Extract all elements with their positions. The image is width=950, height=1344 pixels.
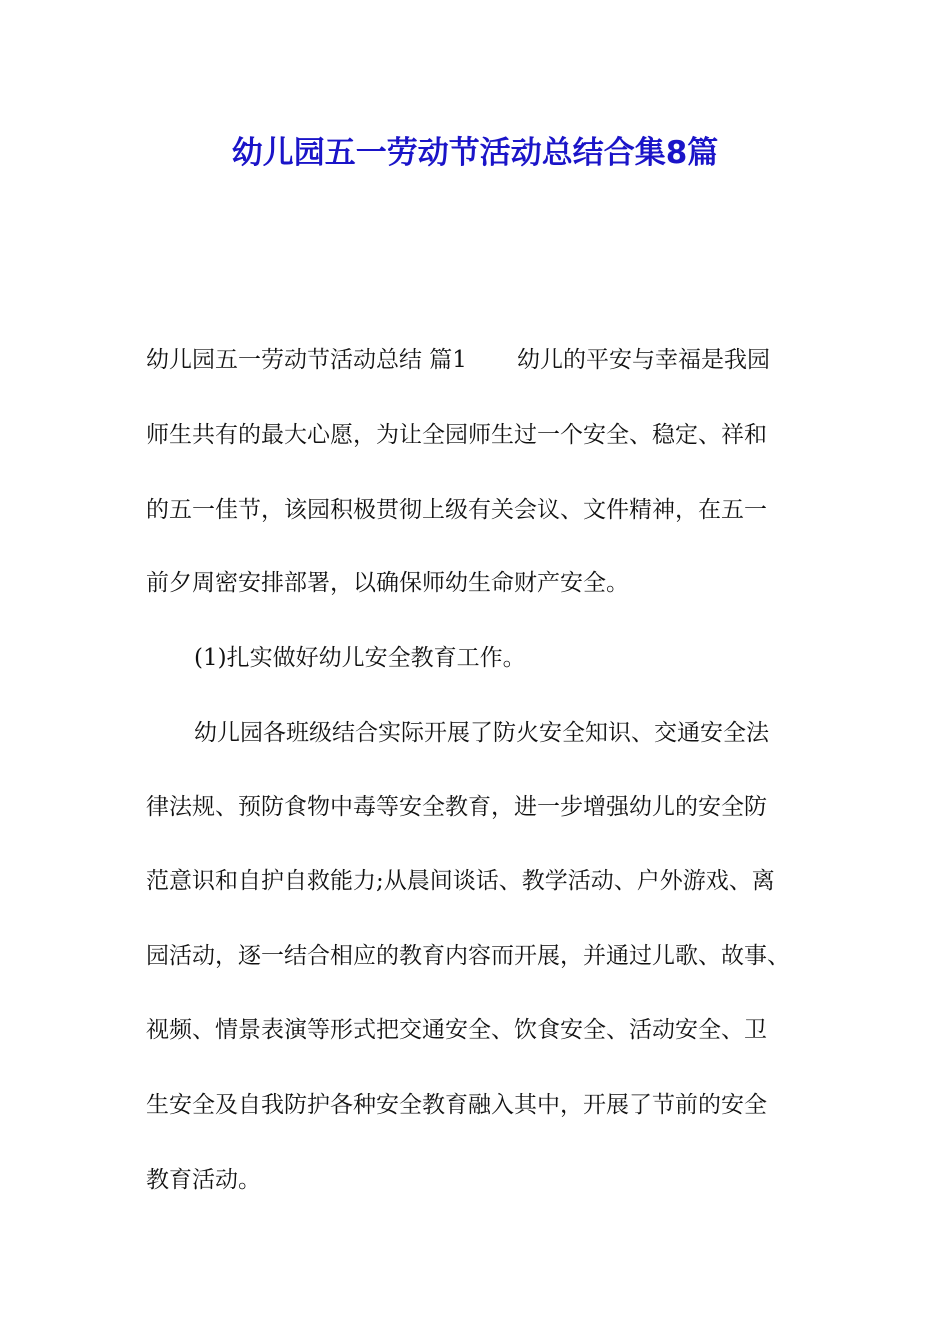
paragraph-line: 范意识和自护自救能力;从晨间谈话、教学活动、户外游戏、离 <box>146 868 775 894</box>
paragraph-line: 园活动，逐一结合相应的教育内容而开展，并通过儿歌、故事、 <box>146 943 790 969</box>
paragraph-line: 生安全及自我防护各种安全教育融入其中，开展了节前的安全 <box>146 1092 767 1118</box>
body-text: 幼儿的平安与幸福是我园 <box>516 347 770 373</box>
paragraph-line: (1)扎实做好幼儿安全教育工作。 <box>194 645 526 671</box>
paragraph-line: 前夕周密安排部署，以确保师幼生命财产安全。 <box>146 570 629 596</box>
paragraph-line: 的五一佳节，该园积极贯彻上级有关会议、文件精神，在五一 <box>146 497 767 523</box>
section-heading: 幼儿园五一劳动节活动总结 篇1 <box>146 347 467 373</box>
paragraph-line: 幼儿园各班级结合实际开展了防火安全知识、交通安全法 <box>194 720 769 746</box>
paragraph-line: 师生共有的最大心愿，为让全园师生过一个安全、稳定、祥和 <box>146 422 767 448</box>
paragraph-line: 律法规、预防食物中毒等安全教育，进一步增强幼儿的安全防 <box>146 794 767 820</box>
paragraph-line <box>146 343 770 377</box>
paragraph-line: 视频、情景表演等形式把交通安全、饮食安全、活动安全、卫 <box>146 1017 767 1043</box>
document-title: 幼儿园五一劳动节活动总结合集8篇 <box>231 135 719 171</box>
paragraph-line: 教育活动。 <box>146 1167 261 1193</box>
